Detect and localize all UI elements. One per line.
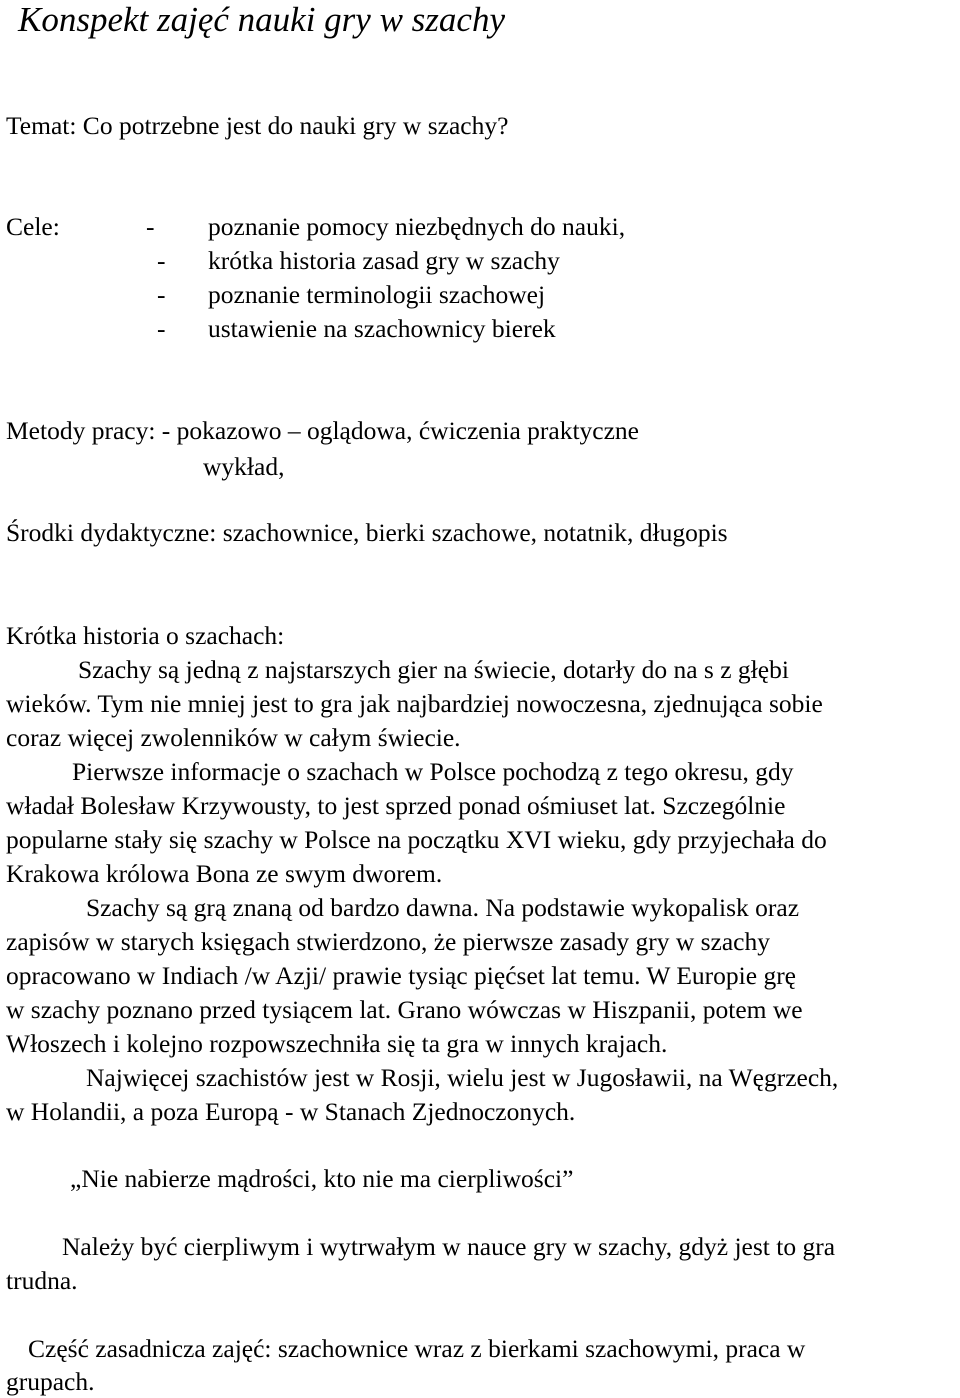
goal-dash: - bbox=[157, 280, 166, 309]
goal-dash: - bbox=[146, 212, 155, 241]
history-line: Szachy są grą znaną od bardzo dawna. Na podstawie wykopalisk oraz bbox=[86, 893, 800, 922]
main-part-line: Część zasadnicza zajęć: szachownice wraz z bierkami szachowymi, praca w bbox=[28, 1334, 806, 1363]
methods-line: wykład, bbox=[203, 452, 285, 481]
history-line: władał Bolesław Krzywousty, to jest sprzed ponad ośmiuset lat. Szczególnie bbox=[6, 791, 786, 820]
history-line: wieków. Tym nie mniej jest to gra jak najbardziej nowoczesna, zjednująca sobie bbox=[6, 689, 823, 718]
history-line: zapisów w starych księgach stwierdzono, że pierwsze zasady gry w szachy bbox=[6, 927, 771, 956]
goal-item: krótka historia zasad gry w szachy bbox=[208, 246, 560, 275]
goal-item: ustawienie na szachownicy bierek bbox=[208, 314, 556, 343]
goal-dash: - bbox=[157, 314, 166, 343]
document-title: Konspekt zajęć nauki gry w szachy bbox=[18, 0, 505, 39]
goals-label: Cele: bbox=[6, 212, 60, 241]
history-line: w szachy poznano przed tysiącem lat. Grano wówczas w Hiszpanii, potem we bbox=[6, 995, 803, 1024]
history-heading: Krótka historia o szachach: bbox=[6, 621, 285, 650]
main-part-line: grupach. bbox=[6, 1367, 95, 1396]
history-line: Pierwsze informacje o szachach w Polsce pochodzą z tego okresu, gdy bbox=[72, 757, 794, 786]
goal-item: poznanie terminologii szachowej bbox=[208, 280, 546, 309]
patience-line: trudna. bbox=[6, 1266, 78, 1295]
history-line: Włoszech i kolejno rozpowszechniła się ta gra w innych krajach. bbox=[6, 1029, 668, 1058]
resources-line: Środki dydaktyczne: szachownice, bierki szachowe, notatnik, długopis bbox=[6, 518, 728, 547]
goal-dash: - bbox=[157, 246, 166, 275]
methods-line: Metody pracy: - pokazowo – oglądowa, ćwiczenia praktyczne bbox=[6, 416, 639, 445]
history-line: Szachy są jedną z najstarszych gier na świecie, dotarły do na s z głębi bbox=[78, 655, 789, 684]
goal-item: poznanie pomocy niezbędnych do nauki, bbox=[208, 212, 626, 241]
quote-line: „Nie nabierze mądrości, kto nie ma cierpliwości” bbox=[70, 1164, 574, 1193]
history-line: coraz więcej zwolenników w całym świecie. bbox=[6, 723, 461, 752]
history-line: Krakowa królowa Bona ze swym dworem. bbox=[6, 859, 443, 888]
patience-line: Należy być cierpliwym i wytrwałym w nauce gry w szachy, gdyż jest to gra bbox=[62, 1232, 836, 1261]
history-line: popularne stały się szachy w Polsce na początku XVI wieku, gdy przyjechała do bbox=[6, 825, 827, 854]
history-line: w Holandii, a poza Europą - w Stanach Zjednoczonych. bbox=[6, 1097, 576, 1126]
history-line: Najwięcej szachistów jest w Rosji, wielu jest w Jugosławii, na Węgrzech, bbox=[86, 1063, 839, 1092]
history-line: opracowano w Indiach /w Azji/ prawie tysiąc pięćset lat temu. W Europie grę bbox=[6, 961, 797, 990]
topic-line: Temat: Co potrzebne jest do nauki gry w szachy? bbox=[6, 111, 509, 140]
